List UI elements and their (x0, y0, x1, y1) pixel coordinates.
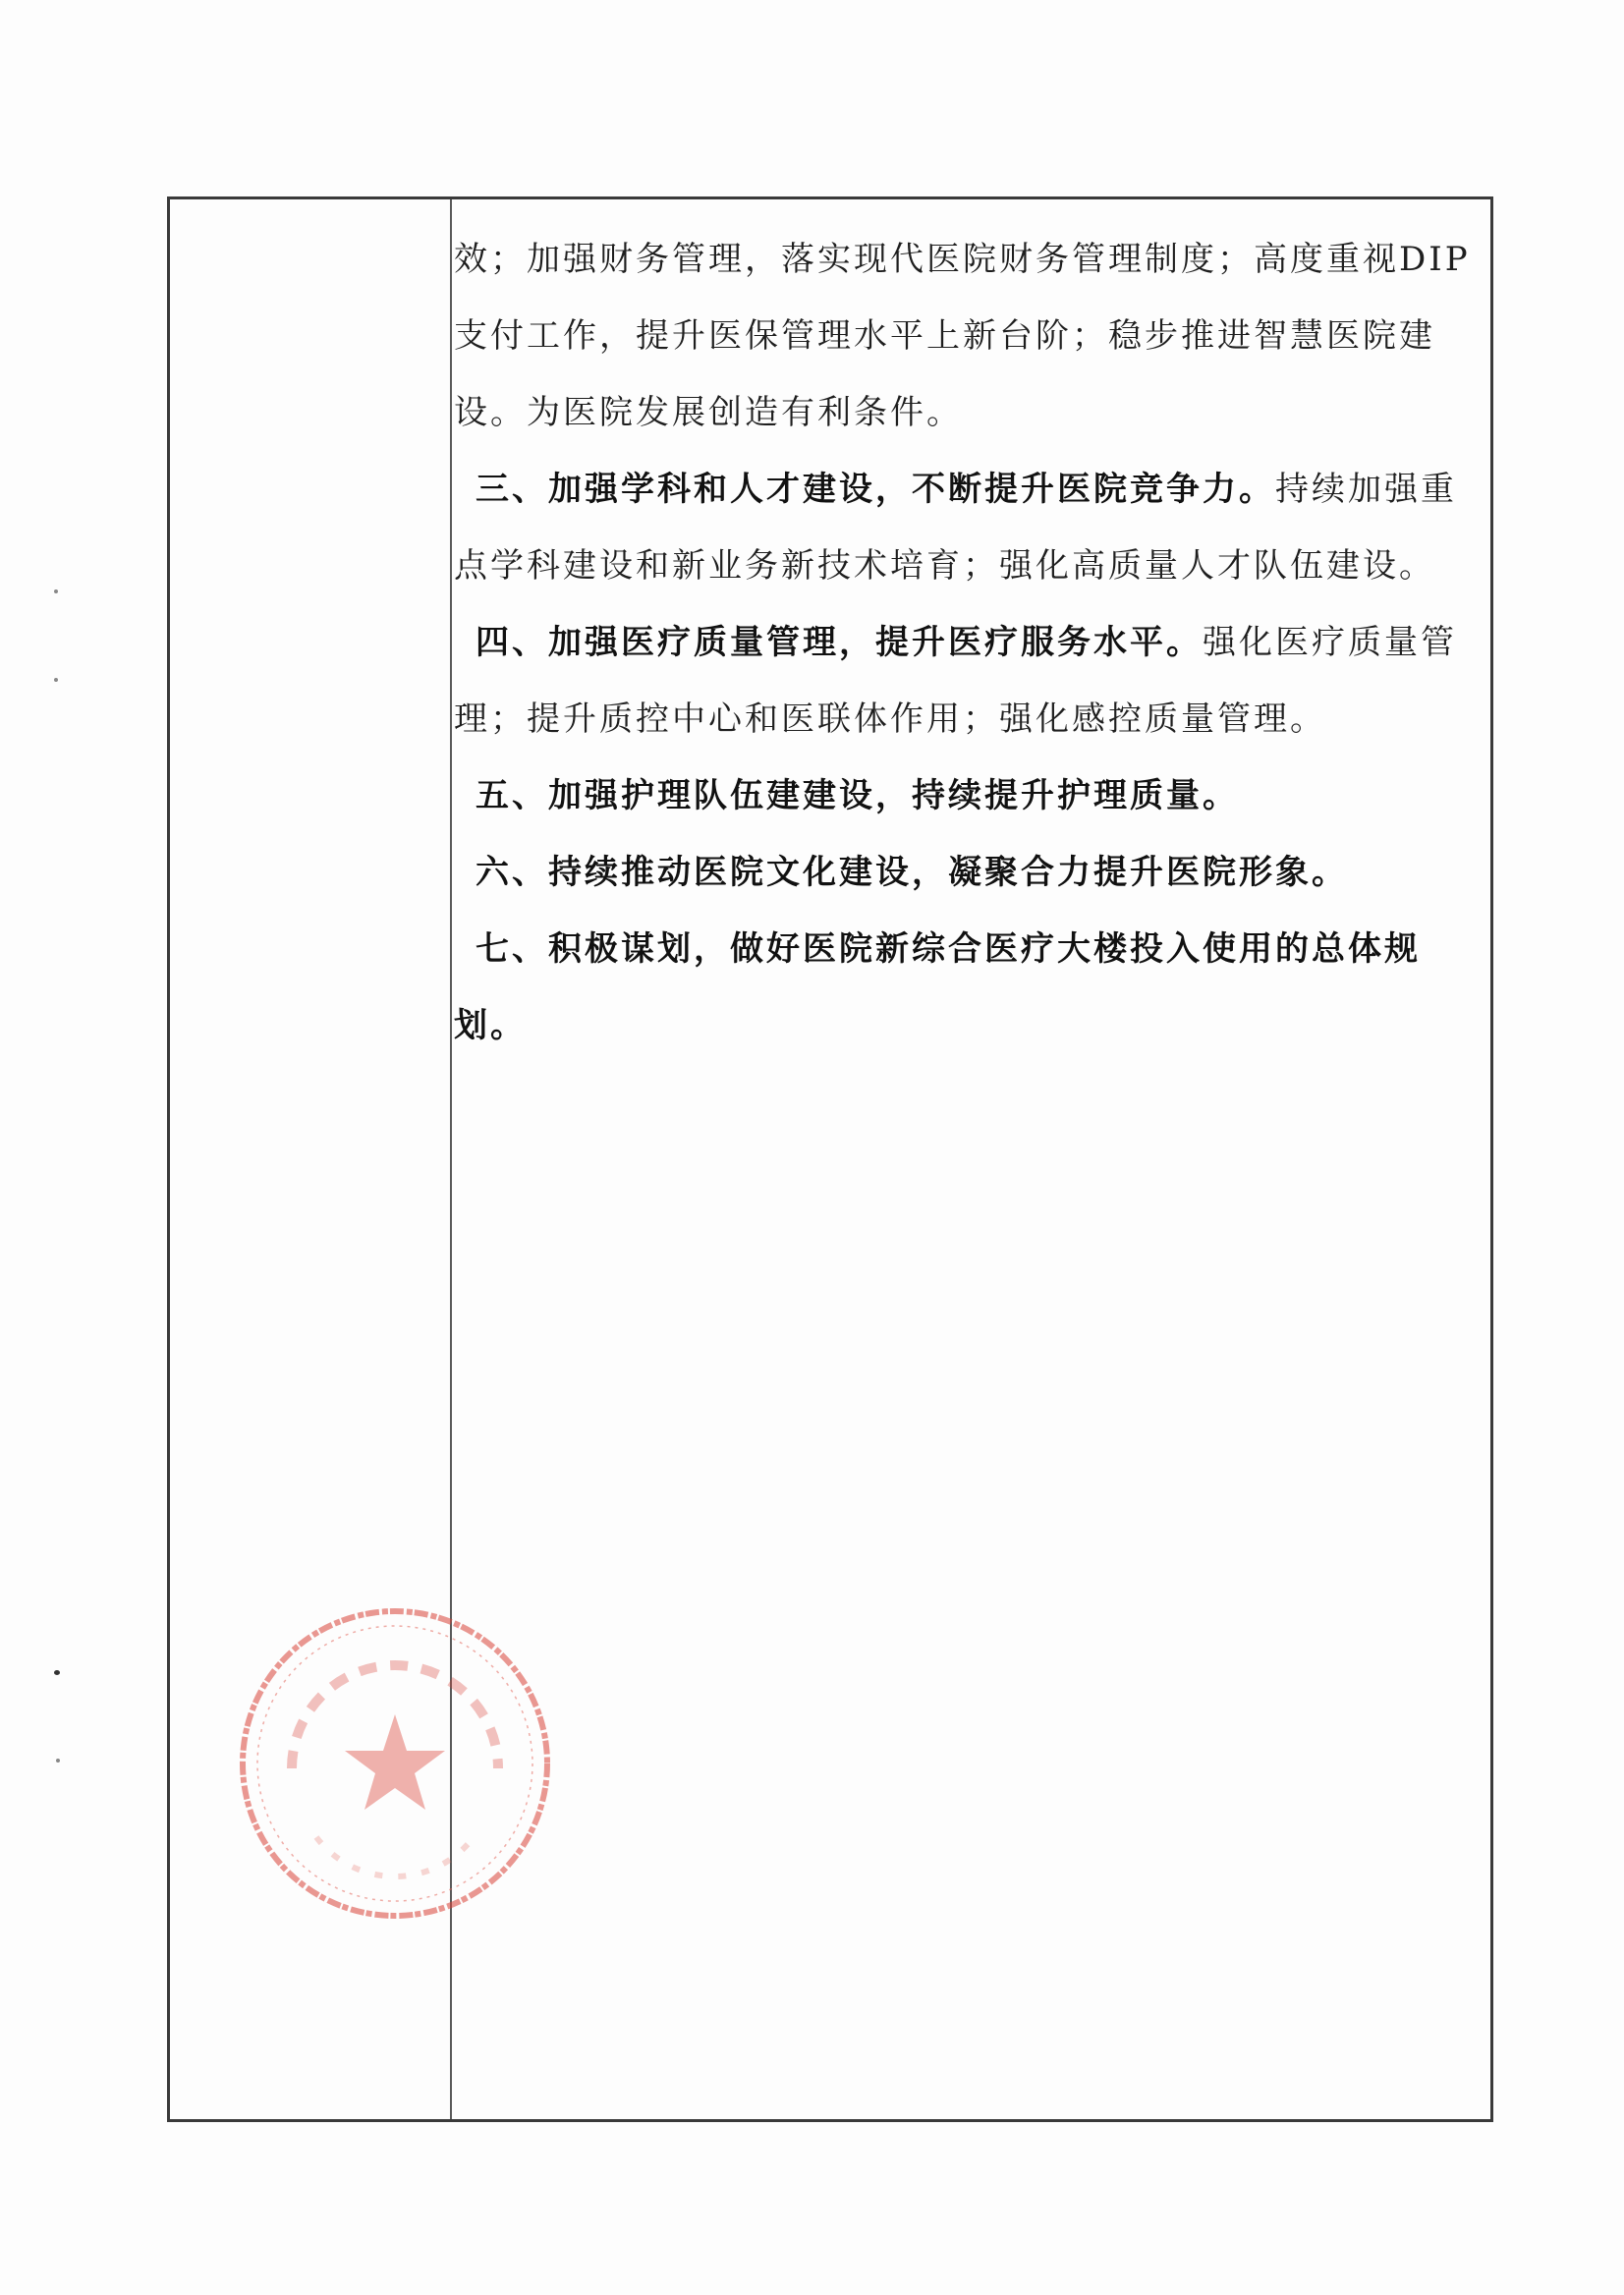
paragraph-body: 持续加强重点学科建设和新业务新技术培育；强化高质量人才队伍建设。 (454, 470, 1457, 586)
paragraph-body: 效；加强财务管理，落实现代医院财务管理制度；高度重视DIP 支付工作，提升医保管理水平上新台阶；稳步推进智慧医院建设。为医院发展创造有利条件。 (454, 240, 1471, 432)
paragraph-finance (454, 221, 1484, 451)
official-seal (233, 1601, 557, 1926)
star-icon (345, 1714, 445, 1810)
paragraph-heading: 七、积极谋划，做好医院新综合医疗大楼投入使用的总体规划。 (454, 929, 1421, 1045)
seal-lower-marks (316, 1837, 474, 1876)
scan-speck (56, 1759, 60, 1763)
paragraph-discipline (454, 451, 1484, 604)
paragraph-quality (454, 604, 1484, 757)
paragraph-nursing (454, 757, 1484, 834)
scan-speck (54, 1670, 60, 1675)
scan-speck (54, 589, 58, 593)
paragraph-building (454, 911, 1484, 1064)
paragraph-culture (454, 834, 1484, 911)
paragraph-heading: 四、加强医疗质量管理，提升医疗服务水平。 (476, 623, 1203, 662)
paragraph-heading: 六、持续推动医院文化建设，凝聚合力提升医院形象。 (476, 853, 1348, 892)
plan-content (454, 221, 1484, 1064)
paragraph-body: 强化医疗质量管理；提升质控中心和医联体作用；强化感控质量管理。 (454, 623, 1457, 739)
paragraph-heading: 五、加强护理队伍建建设，持续提升护理质量。 (476, 776, 1239, 815)
paragraph-heading: 三、加强学科和人才建设，不断提升医院竞争力。 (476, 470, 1275, 509)
scan-speck (54, 678, 58, 682)
